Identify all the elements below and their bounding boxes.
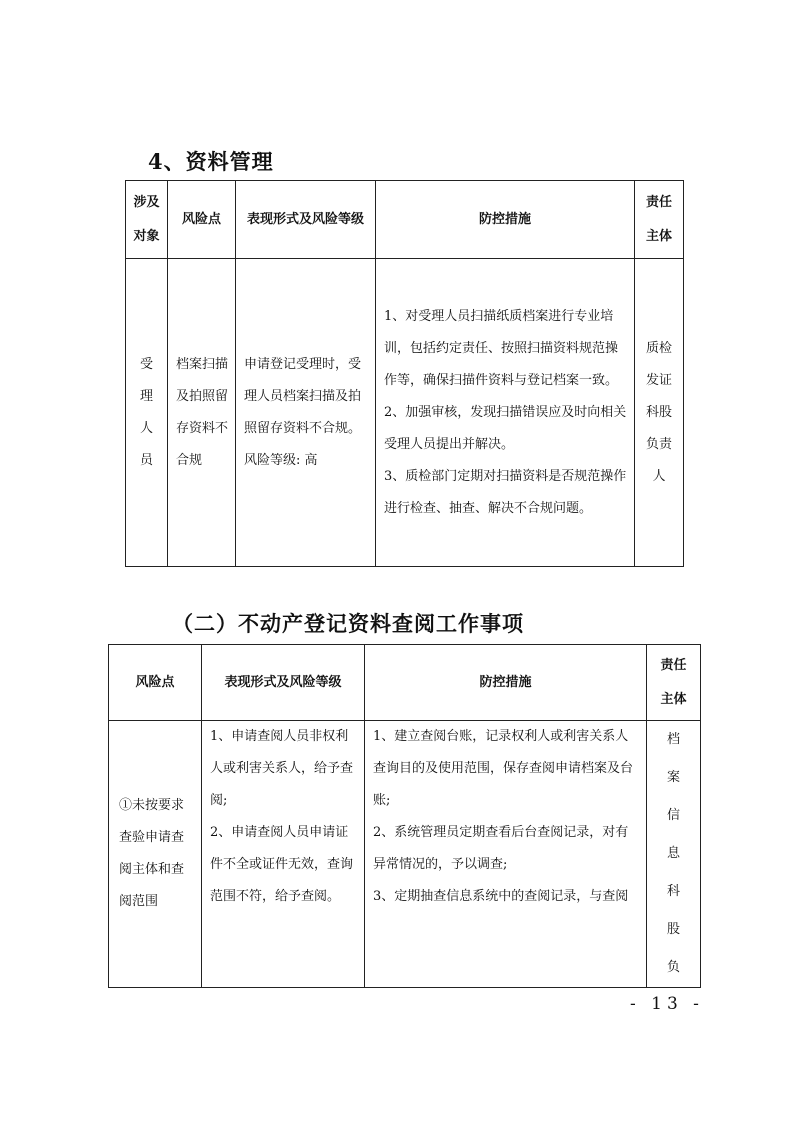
header-responsible: 责任主体: [647, 645, 701, 721]
form-item: 2、申请查阅人员申请证件不全或证件无效，查询范围不符，给予查阅。: [210, 825, 354, 904]
record-inquiry-table: [108, 644, 701, 988]
cell-object: 受理人员: [126, 259, 168, 567]
header-risk-point: 风险点: [168, 181, 236, 259]
cell-measures: [376, 259, 635, 567]
section-heading-data-management: 4、资料管理: [148, 149, 274, 174]
header-measures: 防控措施: [365, 645, 647, 721]
form-text: 申请登记受理时，受理人员档案扫描及拍照留存资料不合规。: [244, 356, 362, 436]
header-form-level: 表现形式及风险等级: [236, 181, 376, 259]
measure-item: 3、定期抽查信息系统中的查阅记录，与查阅: [373, 889, 629, 904]
cell-risk-point: ①未按要求查验申请查阅主体和查阅范围: [109, 721, 202, 988]
page-number: - 13 -: [630, 994, 704, 1014]
cell-forms: [202, 721, 365, 988]
header-form-level: 表现形式及风险等级: [202, 645, 365, 721]
measure-item: 1、建立查阅台账，记录权利人或利害关系人查询目的及使用范围，保存查阅申请档案及台账;: [373, 729, 634, 808]
cell-responsible: 档案信息科股负: [647, 721, 701, 988]
measure-item: 3、质检部门定期对扫描资料是否规范操作进行检查、抽查、解决不合规问题。: [384, 468, 627, 516]
cell-form-level: [236, 259, 376, 567]
data-management-table: [125, 180, 684, 567]
header-risk-point: 风险点: [109, 645, 202, 721]
cell-responsible: 质检发证科股负责人: [635, 259, 684, 567]
measure-item: 2、系统管理员定期查看后台查阅记录，对有异常情况的，予以调查;: [373, 825, 629, 872]
form-item: 1、申请查阅人员非权利人或利害关系人，给予查阅;: [210, 729, 354, 808]
header-object: 涉及对象: [126, 181, 168, 259]
cell-risk-point: 档案扫描及拍照留存资料不合规: [168, 259, 236, 567]
risk-level: 风险等级: 高: [244, 452, 318, 468]
measure-item: 2、加强审核，发现扫描错误应及时向相关受理人员提出并解决。: [384, 404, 627, 452]
section-heading-record-inquiry: （二）不动产登记资料查阅工作事项: [172, 611, 524, 636]
measure-item: 1、对受理人员扫描纸质档案进行专业培训，包括约定责任、按照扫描资料规范操作等，确保扫描件资料与登记档案一致。: [384, 308, 619, 388]
header-measures: 防控措施: [376, 181, 635, 259]
cell-measures: [365, 721, 647, 988]
header-responsible: 责任主体: [635, 181, 684, 259]
